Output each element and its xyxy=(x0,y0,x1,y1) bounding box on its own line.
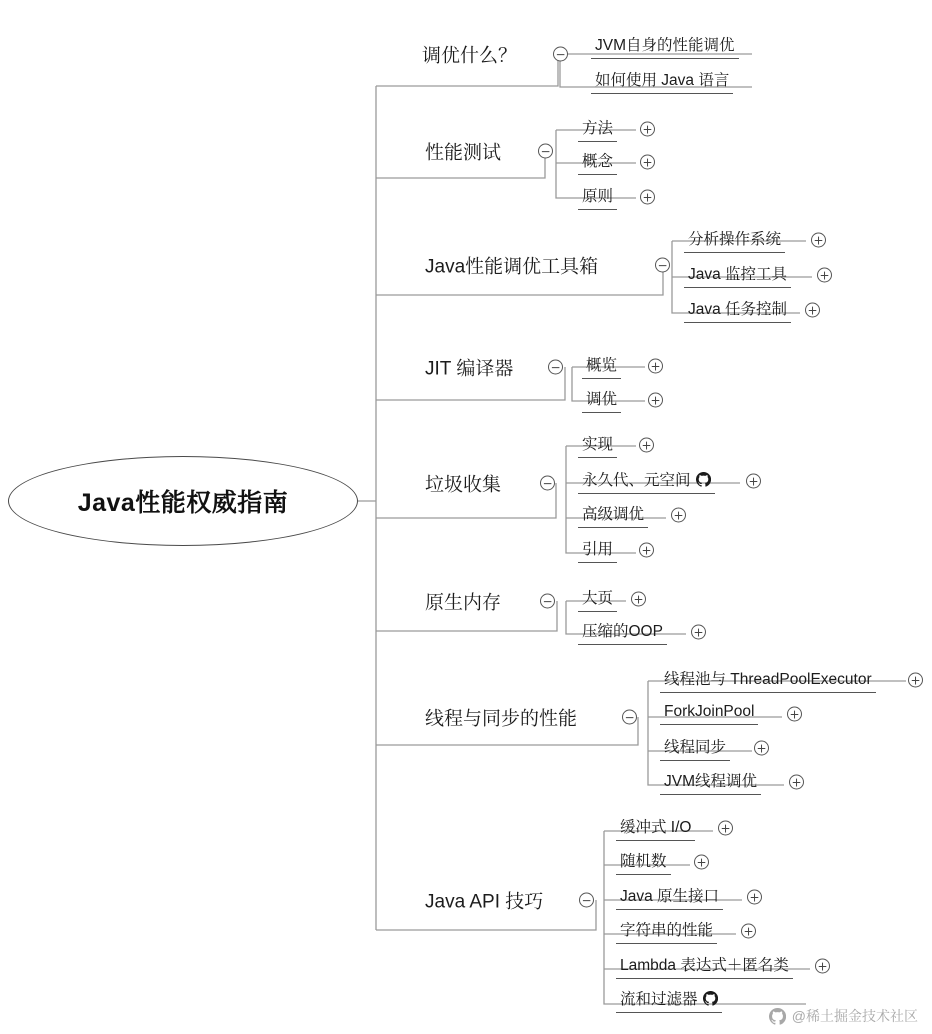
leaf-toggle-7-2[interactable]: + xyxy=(747,890,762,905)
leaf-toggle-1-0[interactable]: + xyxy=(640,122,655,137)
leaf-label: 调优 xyxy=(586,391,618,408)
leaf-toggle-7-3[interactable]: + xyxy=(741,924,756,939)
leaf-node-6-2[interactable] xyxy=(660,735,730,761)
leaf-label: 方法 xyxy=(582,120,614,137)
leaf-node-7-0[interactable] xyxy=(616,815,695,841)
branch-toggle-5[interactable]: − xyxy=(540,594,555,609)
leaf-label: 分析操作系统 xyxy=(688,231,782,248)
branch-label: 垃圾收集 xyxy=(425,474,502,496)
leaf-label: 字符串的性能 xyxy=(620,922,714,939)
leaf-node-5-1[interactable] xyxy=(578,619,667,645)
branch-toggle-7[interactable]: − xyxy=(579,893,594,908)
branch-label: JIT 编译器 xyxy=(425,358,514,380)
branch-toggle-2[interactable]: − xyxy=(655,258,670,273)
branch-node-4[interactable] xyxy=(425,470,501,497)
leaf-toggle-6-3[interactable]: + xyxy=(789,775,804,790)
leaf-toggle-1-1[interactable]: + xyxy=(640,155,655,170)
branch-toggle-0[interactable]: − xyxy=(553,47,568,62)
leaf-node-1-0[interactable] xyxy=(578,116,617,142)
leaf-label: 实现 xyxy=(582,436,614,453)
leaf-node-7-4[interactable] xyxy=(616,953,793,979)
branch-node-3[interactable] xyxy=(425,354,513,381)
leaf-label: 大页 xyxy=(582,590,614,607)
leaf-toggle-5-0[interactable]: + xyxy=(631,592,646,607)
branch-label: 原生内存 xyxy=(425,592,502,614)
branch-label: Java API 技巧 xyxy=(425,891,544,913)
leaf-label: 缓冲式 I/O xyxy=(620,819,692,836)
leaf-label: 概览 xyxy=(586,357,618,374)
leaf-label: Lambda 表达式＋匿名类 xyxy=(620,957,789,974)
watermark-text: @稀土掘金技术社区 xyxy=(791,1008,918,1024)
branch-node-1[interactable] xyxy=(425,138,501,165)
leaf-toggle-6-1[interactable]: + xyxy=(787,707,802,722)
branch-node-7[interactable] xyxy=(425,887,543,914)
leaf-label: Java 监控工具 xyxy=(688,266,788,283)
branch-label: Java性能调优工具箱 xyxy=(425,256,599,278)
branch-toggle-4[interactable]: − xyxy=(540,476,555,491)
leaf-node-2-2[interactable] xyxy=(684,297,791,323)
leaf-toggle-7-1[interactable]: + xyxy=(694,855,709,870)
leaf-node-6-1[interactable] xyxy=(660,703,758,725)
branch-node-5[interactable] xyxy=(425,588,501,615)
leaf-label: Java 原生接口 xyxy=(620,888,720,905)
leaf-label: 高级调优 xyxy=(582,506,645,523)
leaf-label: JVM自身的性能调优 xyxy=(595,37,735,54)
leaf-node-3-0[interactable] xyxy=(582,353,621,379)
branch-node-6[interactable] xyxy=(425,704,577,731)
leaf-label: JVM线程调优 xyxy=(664,773,758,790)
github-icon xyxy=(703,991,718,1006)
leaf-label: 线程池与 ThreadPoolExecutor xyxy=(664,671,872,688)
leaf-toggle-4-3[interactable]: + xyxy=(639,543,654,558)
leaf-toggle-7-0[interactable]: + xyxy=(718,821,733,836)
leaf-label: 如何使用 Java 语言 xyxy=(595,72,730,89)
leaf-node-4-1[interactable] xyxy=(578,468,715,494)
leaf-node-7-1[interactable] xyxy=(616,849,671,875)
leaf-node-4-3[interactable] xyxy=(578,537,617,563)
leaf-node-5-0[interactable] xyxy=(578,586,617,612)
leaf-toggle-4-1[interactable]: + xyxy=(746,474,761,489)
leaf-node-6-0[interactable] xyxy=(660,667,876,693)
leaf-toggle-4-2[interactable]: + xyxy=(671,508,686,523)
leaf-node-2-0[interactable] xyxy=(684,227,785,253)
leaf-label: 永久代、元空间 xyxy=(582,472,691,489)
leaf-node-7-5[interactable] xyxy=(616,987,722,1013)
leaf-toggle-1-2[interactable]: + xyxy=(640,190,655,205)
leaf-node-0-0[interactable] xyxy=(591,33,739,59)
branch-label: 性能测试 xyxy=(425,142,502,164)
leaf-node-7-2[interactable] xyxy=(616,884,723,910)
leaf-label: Java 任务控制 xyxy=(688,301,788,318)
leaf-node-1-1[interactable] xyxy=(578,149,617,175)
leaf-node-4-0[interactable] xyxy=(578,432,617,458)
leaf-toggle-5-1[interactable]: + xyxy=(691,625,706,640)
leaf-toggle-6-2[interactable]: + xyxy=(754,741,769,756)
branch-label: 调优什么？ xyxy=(422,45,518,67)
leaf-label: 原则 xyxy=(582,188,614,205)
leaf-toggle-6-0[interactable]: + xyxy=(908,673,923,688)
branch-toggle-6[interactable]: − xyxy=(622,710,637,725)
leaf-toggle-7-4[interactable]: + xyxy=(815,959,830,974)
branch-node-2[interactable] xyxy=(425,252,598,279)
branch-toggle-1[interactable]: − xyxy=(538,144,553,159)
leaf-label: 线程同步 xyxy=(664,739,727,756)
leaf-toggle-2-1[interactable]: + xyxy=(817,268,832,283)
leaf-label: ForkJoinPool xyxy=(664,703,755,720)
leaf-toggle-4-0[interactable]: + xyxy=(639,438,654,453)
leaf-toggle-2-2[interactable]: + xyxy=(805,303,820,318)
leaf-label: 流和过滤器 xyxy=(620,991,698,1008)
mindmap-root-node[interactable] xyxy=(8,456,358,546)
github-icon xyxy=(769,1008,786,1025)
leaf-node-4-2[interactable] xyxy=(578,502,648,528)
leaf-label: 随机数 xyxy=(620,853,667,870)
leaf-toggle-2-0[interactable]: + xyxy=(811,233,826,248)
leaf-label: 引用 xyxy=(582,541,614,558)
leaf-toggle-3-0[interactable]: + xyxy=(648,359,663,374)
branch-label: 线程与同步的性能 xyxy=(425,708,578,730)
branch-node-0[interactable] xyxy=(422,41,517,68)
leaf-node-6-3[interactable] xyxy=(660,769,761,795)
leaf-node-0-1[interactable] xyxy=(591,68,733,94)
leaf-node-7-3[interactable] xyxy=(616,918,717,944)
leaf-label: 压缩的OOP xyxy=(582,623,663,640)
leaf-node-2-1[interactable] xyxy=(684,262,791,288)
leaf-node-1-2[interactable] xyxy=(578,184,617,210)
leaf-node-3-1[interactable] xyxy=(582,387,621,413)
watermark xyxy=(769,1006,918,1026)
root-label: Java性能权威指南 xyxy=(77,489,289,517)
branch-toggle-3[interactable]: − xyxy=(548,360,563,375)
leaf-toggle-3-1[interactable]: + xyxy=(648,393,663,408)
github-icon xyxy=(696,472,711,487)
leaf-label: 概念 xyxy=(582,153,614,170)
